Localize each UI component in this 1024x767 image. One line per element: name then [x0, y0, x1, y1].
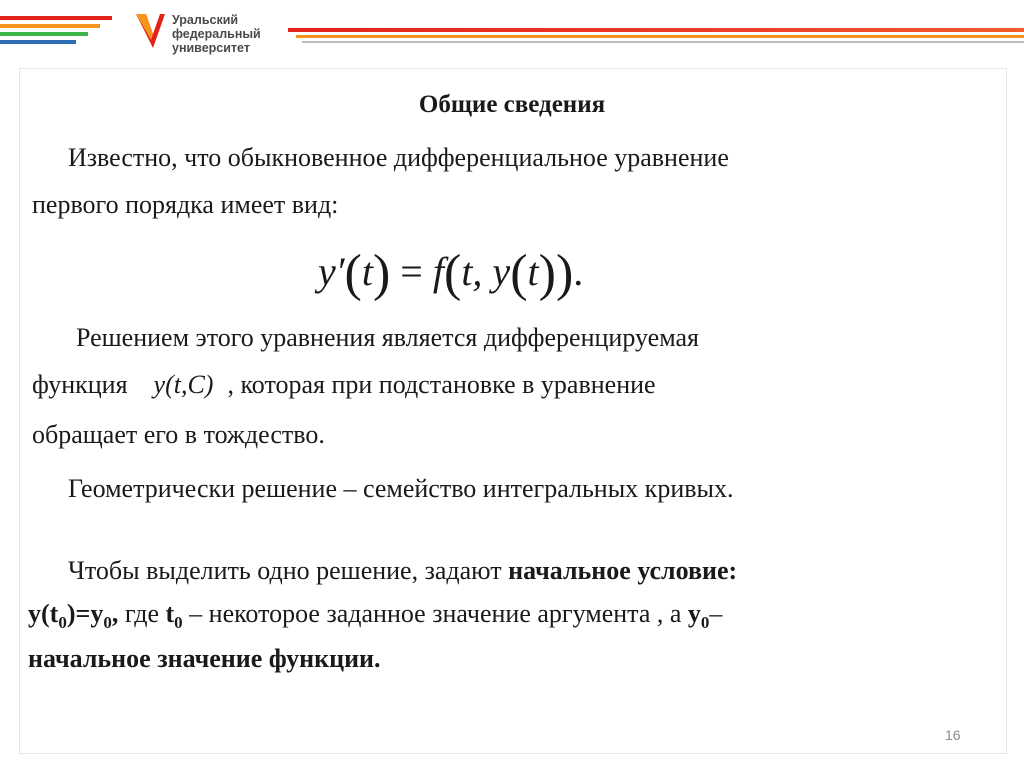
logo-line-3: университет: [172, 41, 250, 55]
paragraph-2-line-3: обращает его в тождество.: [32, 420, 325, 449]
page-number: 16: [945, 727, 961, 743]
p4-sub-a: 0: [58, 613, 67, 632]
p4-gde: где: [118, 599, 166, 628]
university-logo-icon: [134, 12, 166, 52]
paragraph-2-line-1: Решением этого уравнения является дифференцируемая: [76, 323, 699, 352]
p4-y0: y: [687, 599, 701, 628]
formula-end: .: [573, 249, 584, 294]
p4-dash: –: [709, 599, 723, 628]
paragraph-1-line-2: первого порядка имеет вид:: [32, 190, 339, 219]
paragraph-3: Геометрически решение – семейство интегральных кривых.: [68, 474, 734, 503]
header-band: [288, 26, 1024, 48]
paragraph-4-line-2: $y(t_0)=y_0$, где $t_0$ – некоторое заданное значение аргумента , а $y_0-$: [28, 599, 723, 632]
logo-line-1: Уральский: [172, 13, 239, 27]
p4-t: t: [49, 599, 59, 628]
ode-formula: y′(t) = f(t, y(t)).: [318, 245, 584, 302]
p4-lead: Чтобы выделить одно решение, задают: [68, 556, 509, 585]
p2-funktsiya: функция: [32, 370, 128, 399]
p4-t0: t: [165, 599, 175, 628]
slide-title: Общие сведения: [418, 91, 606, 118]
p4-sub-d: 0: [700, 613, 710, 632]
p4-comma: ,: [111, 599, 119, 628]
p4-y: y: [28, 599, 41, 628]
p4-sub-b: 0: [103, 613, 112, 632]
formula-f: f: [432, 249, 444, 294]
paragraph-4-line-3: начальное значение функции.: [28, 644, 381, 673]
formula-lhs: y′: [318, 249, 345, 294]
paragraph-4-line-1: [68, 556, 737, 586]
paragraph-2-line-2: [32, 370, 656, 400]
p4-eq-y: =y: [75, 599, 104, 628]
stripe-blue: [0, 40, 76, 44]
stripe-green: [0, 32, 88, 36]
p4-mid-text: – некоторое заданное значение аргумента , а: [182, 599, 688, 628]
stripe-orange: [0, 24, 100, 28]
stripe-red: [0, 16, 112, 20]
p4-sub-c: 0: [174, 613, 183, 632]
paragraph-1-line-1: Известно, что обыкновенное дифференциальное уравнение: [68, 143, 729, 172]
university-logo-text: [172, 13, 261, 55]
logo-line-2: федеральный: [172, 27, 261, 41]
formula-t3: t: [527, 249, 539, 294]
p4-initial-condition: начальное условие:: [508, 556, 738, 585]
p2-math: y(t,C): [153, 370, 214, 399]
formula-eq: =: [390, 249, 433, 294]
formula-t1: t: [361, 249, 373, 294]
p2-rest: , которая при подстановке в уравнение: [227, 370, 656, 399]
formula-t2: t, y: [461, 249, 511, 294]
